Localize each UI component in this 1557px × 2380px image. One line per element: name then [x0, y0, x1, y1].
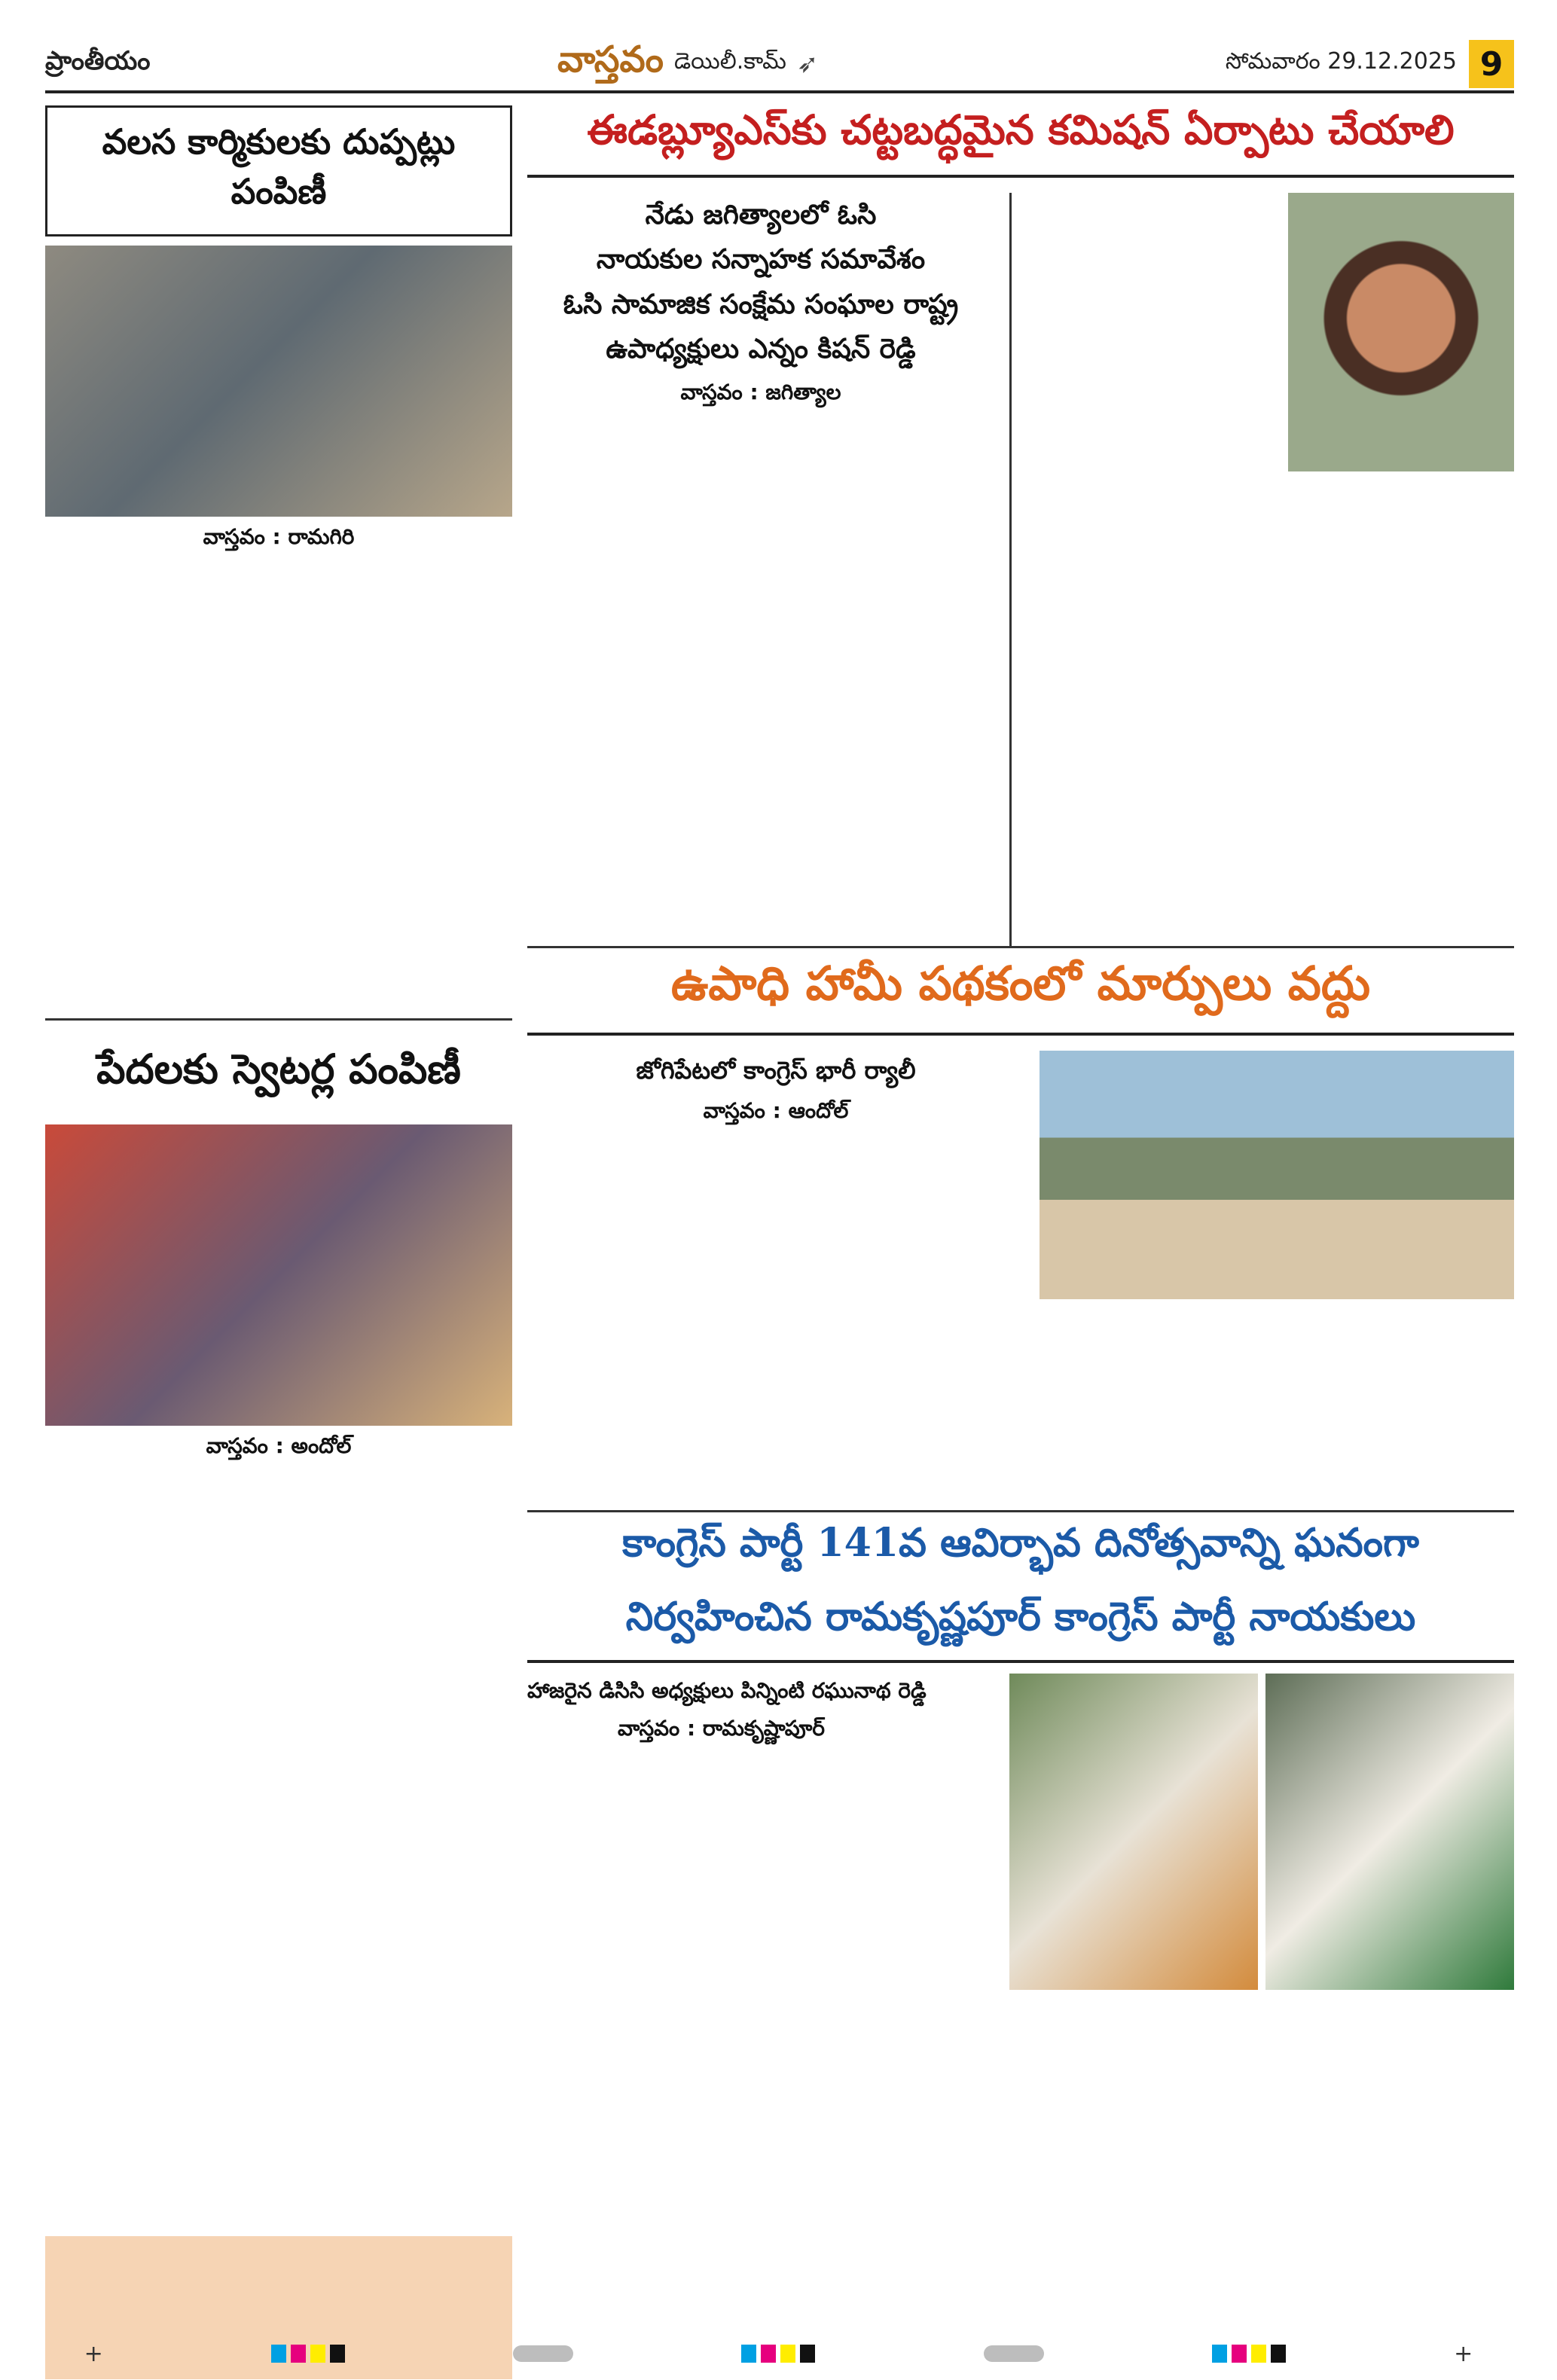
story3-subhead-1: నేడు జగిత్యాలలో ఓసి: [645, 200, 877, 230]
story4-columns: [527, 1051, 1514, 1503]
swatch: [761, 2345, 776, 2363]
right-area: [527, 98, 1514, 2290]
story5-left: [527, 1674, 994, 2368]
story5-photo-2: [1265, 1674, 1514, 1990]
page-number: 9: [1469, 40, 1514, 88]
masthead: [557, 38, 818, 90]
gray-oval: [984, 2345, 1044, 2362]
gray-oval: [513, 2345, 573, 2362]
story4-right: [1040, 1051, 1514, 1503]
issue-date: సోమవారం 29.12.2025: [1225, 48, 1457, 75]
story3-subhead-3: ఓసి సామాజిక సంక్షేమ సంఘాల రాష్ట్ర: [563, 288, 959, 320]
registration-mark: +: [84, 2340, 103, 2367]
left-column: [45, 98, 512, 2290]
story4-headline: ఉపాధి హామీ పథకంలో మార్పులు వద్దు: [527, 948, 1514, 1036]
swatch: [271, 2345, 286, 2363]
story3-subhead-2: నాయకుల సన్నాహక సమావేశం: [596, 244, 926, 276]
header-right: [1226, 40, 1514, 88]
story2-headline: పేదలకు స్వెటర్ల పంపిణీ: [45, 1031, 512, 1117]
paper-web: డెయిలీ.కామ్: [673, 48, 786, 75]
story1-body: [45, 559, 512, 1011]
story4-left: [527, 1051, 1024, 1503]
divider: [45, 1018, 512, 1021]
story5-headline-1: కాంగ్రెస్ పార్టీ 141వ ఆవిర్భావ దినోత్సవాన్ని ఘనంగా: [622, 1520, 1419, 1566]
story3-columns: [527, 193, 1514, 946]
story3-portrait: [1288, 193, 1514, 471]
story1-photo: [45, 246, 512, 517]
story2-photo: [45, 1124, 512, 1426]
story4-photo: [1040, 1051, 1514, 1299]
swatch: [800, 2345, 815, 2363]
story5-photo-1: [1009, 1674, 1258, 1990]
story3-right: [1027, 193, 1514, 946]
swatch: [741, 2345, 756, 2363]
story2-byline: వాస్తవం : అందోల్: [206, 1433, 352, 1458]
paper-name: వాస్తవం: [557, 38, 664, 81]
story3-left: [527, 193, 994, 946]
story5-columns: [527, 1674, 1514, 2368]
swatch: [1251, 2345, 1266, 2363]
swatch: [291, 2345, 306, 2363]
story1-headline: వలస కార్మికులకు దుప్పట్లు పంపిణీ: [45, 105, 512, 236]
story3-byline: వాస్తవం : జగిత్యాల: [680, 379, 841, 404]
print-color-bar: [0, 2342, 1557, 2365]
swatch: [330, 2345, 345, 2363]
registration-mark: +: [1454, 2340, 1473, 2367]
swatch: [310, 2345, 325, 2363]
story5-byline: వాస్తవం : రామకృష్ణాపూర్: [618, 1716, 825, 1741]
story1-byline: వాస్తవం : రామగిరి: [203, 524, 355, 549]
story2-body: [45, 1468, 512, 2236]
story5-body: [527, 1750, 994, 2368]
story3-right-body: [1027, 193, 1276, 471]
story4-subhead: జోగిపేటలో కాంగ్రెస్ భారీ ర్యాలీ: [636, 1056, 916, 1085]
story5-headline-2: నిర్వహించిన రామకృష్ణపూర్ కాంగ్రెస్ పార్టీ నాయకులు: [527, 1586, 1514, 1663]
story3-headline: ఈడబ్ల్యూఎస్‌కు చట్టబద్ధమైన కమిషన్ ఏర్పాటు చేయాలి: [527, 98, 1514, 178]
swatch: [780, 2345, 795, 2363]
story5-right: [1009, 1674, 1514, 2368]
color-swatches: [1212, 2345, 1286, 2363]
color-swatches: [741, 2345, 815, 2363]
color-swatches: [271, 2345, 345, 2363]
section-name: ప్రాంతీయం: [45, 46, 151, 76]
story4-byline: వాస్తవం : ఆందోల్: [703, 1097, 849, 1123]
swatch: [1212, 2345, 1227, 2363]
story5-subhead: హాజరైన డిసిసి అధ్యక్షులు పిన్నింటి రఘునాథ రెడ్డి: [527, 1678, 927, 1703]
swatch: [1232, 2345, 1247, 2363]
swatch: [1271, 2345, 1286, 2363]
column-rule: [1009, 193, 1012, 946]
story3-subhead-4: ఉపాధ్యక్షులు ఎన్నం కిషన్ రెడ్డి: [606, 334, 916, 365]
bird-icon: ➶: [796, 49, 819, 79]
page-header: [45, 38, 1514, 93]
